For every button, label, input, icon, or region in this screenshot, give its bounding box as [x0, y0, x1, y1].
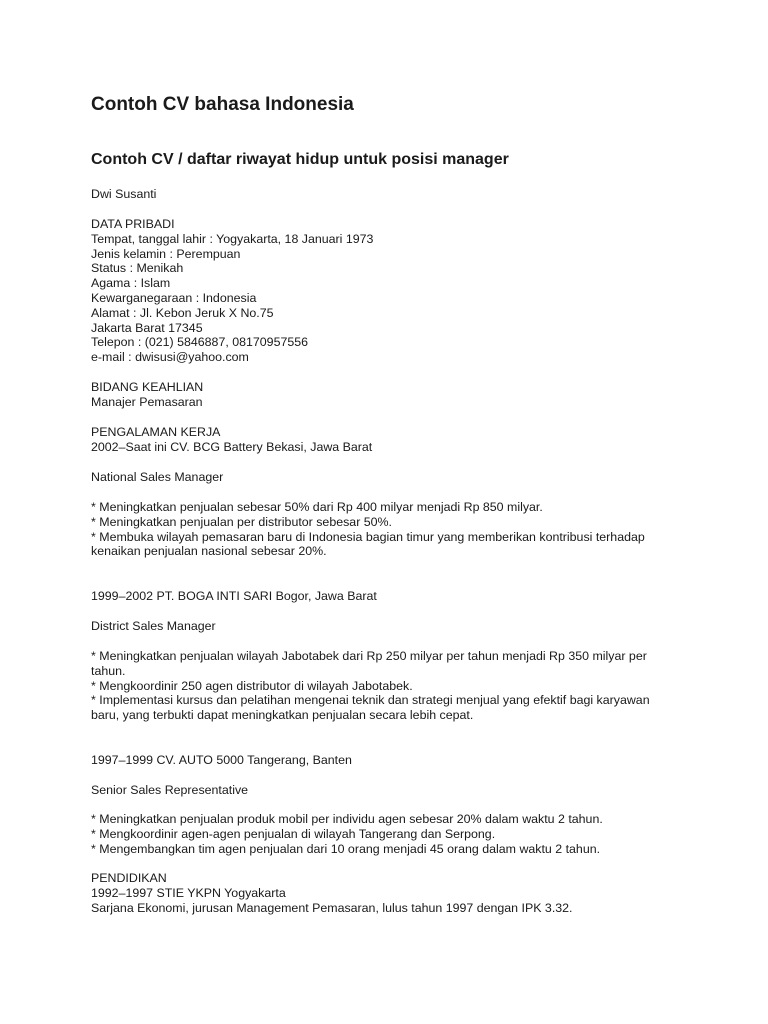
applicant-name	[91, 187, 711, 202]
job-achievement: * Mengkoordinir agen-agen penjualan di wilayah Tangerang dan Serpong.	[91, 826, 496, 841]
education-line: Sarjana Ekonomi, jurusan Management Pemasaran, lulus tahun 1997 dengan IPK 3.32.	[91, 900, 573, 915]
job-achievement: * Meningkatkan penjualan per distributor sebesar 50%.	[91, 514, 392, 529]
job-achievements	[91, 812, 711, 856]
personal-data-line: Alamat : Jl. Kebon Jeruk X No.75	[91, 305, 274, 320]
personal-data-heading: DATA PRIBADI	[91, 217, 175, 231]
job-period-company: 2002–Saat ini CV. BCG Battery Bekasi, Jawa Barat	[91, 439, 373, 454]
job-position	[91, 619, 711, 634]
page-title: Contoh CV bahasa Indonesia	[91, 94, 354, 115]
expertise-value: Manajer Pemasaran	[91, 394, 203, 409]
applicant-name-text: Dwi Susanti	[91, 187, 157, 201]
job-achievements	[91, 649, 711, 723]
education-line: 1992–1997 STIE YKPN Yogyakarta	[91, 885, 286, 900]
job-position	[91, 783, 711, 798]
job-period-company	[91, 753, 711, 768]
job-achievement: * Meningkatkan penjualan sebesar 50% dari Rp 400 milyar menjadi Rp 850 milyar.	[91, 500, 543, 514]
job-achievement: * Meningkatkan penjualan wilayah Jabotabek dari Rp 250 milyar per tahun menjadi Rp 350 milyar per tahun.	[91, 649, 647, 678]
personal-data-line: Jakarta Barat 17345	[91, 320, 203, 335]
personal-data-line: e-mail : dwisusi@yahoo.com	[91, 350, 249, 365]
job-achievement: * Membuka wilayah pemasaran baru di Indonesia bagian timur yang memberikan kontribusi terhadap kenaikan penjualan nasional sebesar 20%.	[91, 529, 645, 559]
personal-data-line: Jenis kelamin : Perempuan	[91, 246, 241, 261]
job-period-company	[91, 589, 711, 604]
personal-data-line: Status : Menikah	[91, 261, 184, 276]
personal-data-line: Kewarganegaraan : Indonesia	[91, 290, 257, 305]
job-achievement: * Implementasi kursus dan pelatihan mengenai teknik dan strategi menjual yang efektif bagi karyawan baru, yang terbukti dapat meningkatkan penjualan secara lebih cepat.	[91, 693, 650, 723]
expertise-section	[91, 380, 711, 410]
job-achievements	[91, 500, 711, 559]
experience-heading: PENGALAMAN KERJA	[91, 425, 221, 439]
job-period-company-text: 1999–2002 PT. BOGA INTI SARI Bogor, Jawa Barat	[91, 589, 377, 603]
page-subtitle: Contoh CV / daftar riwayat hidup untuk posisi manager	[91, 151, 509, 168]
job-position-text: Senior Sales Representative	[91, 783, 249, 797]
job-achievement: * Mengembangkan tim agen penjualan dari 10 orang menjadi 45 orang dalam waktu 2 tahun.	[91, 841, 601, 856]
personal-data-line: Tempat, tanggal lahir : Yogyakarta, 18 Januari 1973	[91, 231, 374, 246]
personal-data-line: Agama : Islam	[91, 276, 171, 291]
job-position-text: National Sales Manager	[91, 470, 224, 484]
job-position-text: District Sales Manager	[91, 619, 216, 633]
job-achievement: * Mengkoordinir 250 agen distributor di wilayah Jabotabek.	[91, 678, 413, 693]
personal-data-section	[91, 217, 711, 365]
job-position	[91, 470, 711, 485]
education-heading: PENDIDIKAN	[91, 871, 167, 885]
expertise-heading: BIDANG KEAHLIAN	[91, 380, 204, 394]
job-period-company-text: 1997–1999 CV. AUTO 5000 Tangerang, Banten	[91, 753, 352, 767]
job-achievement: * Meningkatkan penjualan produk mobil per individu agen sebesar 20% dalam waktu 2 tahun.	[91, 812, 603, 826]
education-section	[91, 871, 711, 915]
experience-section	[91, 425, 711, 455]
personal-data-line: Telepon : (021) 5846887, 08170957556	[91, 335, 309, 350]
